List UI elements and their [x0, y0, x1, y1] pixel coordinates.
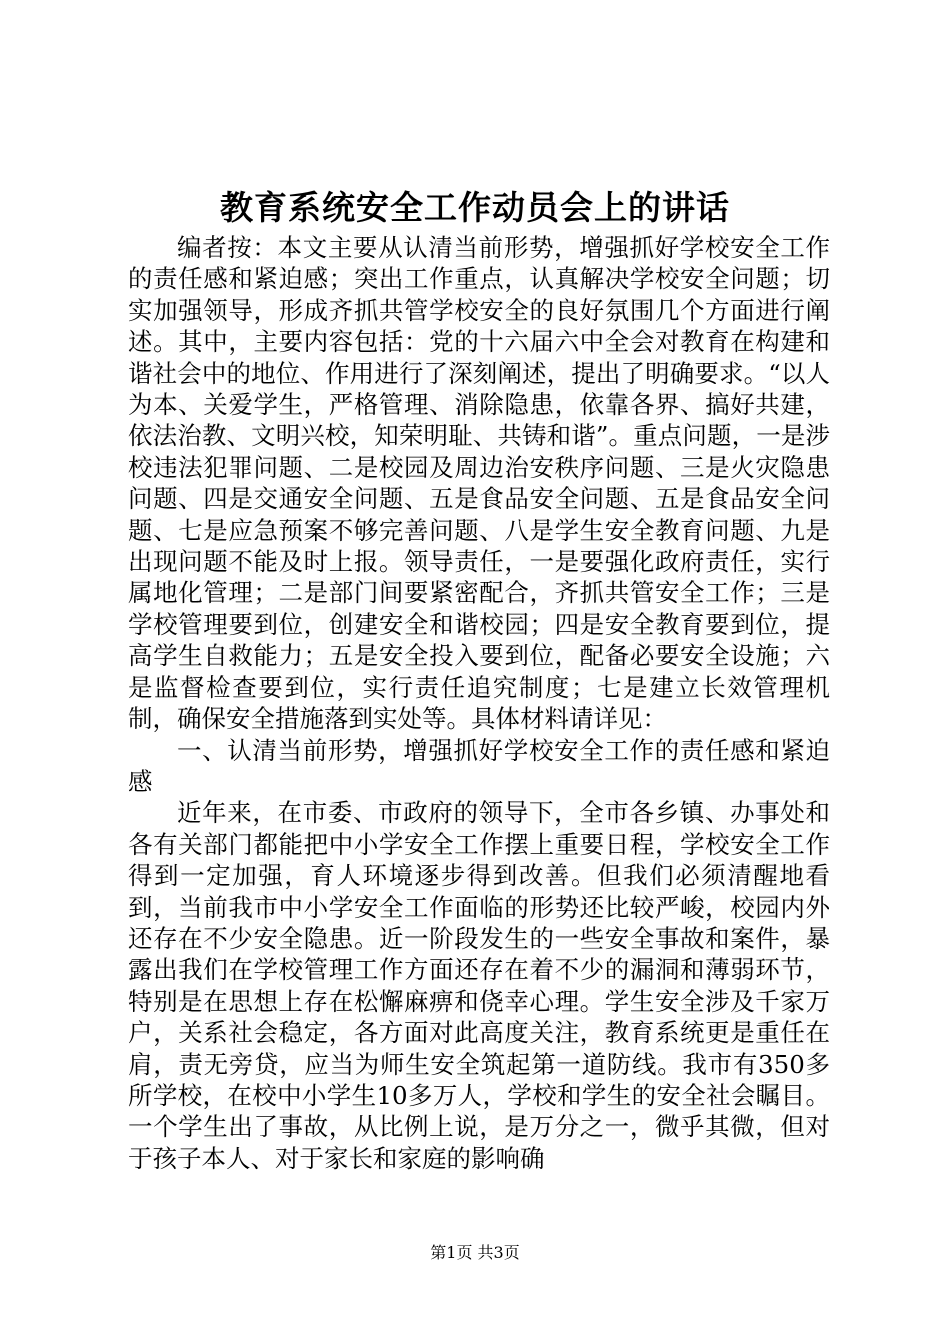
document-body [128, 232, 830, 1174]
paragraph-section-heading: 一、认清当前形势，增强抓好学校安全工作的责任感和紧迫感 [128, 735, 830, 796]
document-title: 教育系统安全工作动员会上的讲话 [220, 188, 730, 227]
paragraph-body: 近年来，在市委、市政府的领导下，全市各乡镇、办事处和各有关部门都能把中小学安全工作摆上重要日程，学校安全工作得到一定加强，育人环境逐步得到改善。但我们必须清醒地看到，当前我市中小学安全工作面临的形势还比较严峻，校园内外还存在不少安全隐患。近一阶段发生的一些安全事故和案件，暴露出我们在学校管理工作方面还存在着不少的漏洞和薄弱环节，特别是在思想上存在松懈麻痹和侥幸心理。学生安全涉及千家万户，关系社会稳定，各方面对此高度关注，教育系统更是重任在肩，责无旁贷，应当为师生安全筑起第一道防线。我市有350多所学校，在校中小学生10多万人，学校和学生的安全社会瞩目。一个学生出了事故，从比例上说，是万分之一，微乎其微，但对于孩子本人、对于家长和家庭的影响确 [128, 798, 830, 1173]
page-footer: 第1页 共3页 [430, 1243, 520, 1262]
paragraph-editor-note: 编者按：本文主要从认清当前形势，增强抓好学校安全工作的责任感和紧迫感；突出工作重点，认真解决学校安全问题；切实加强领导，形成齐抓共管学校安全的良好氛围几个方面进行阐述。其中，主要内容包括：党的十六届六中全会对教育在构建和谐社会中的地位、作用进行了深刻阐述，提出了明确要求。“以人为本、关爱学生，严格管理、消除隐患，依靠各界、搞好共建，依法治教、文明兴校，知荣明耻、共铸和谐”。重点问题，一是涉校违法犯罪问题、二是校园及周边治安秩序问题、三是火灾隐患问题、四是交通安全问题、五是食品安全问题、五是食品安全问题、七是应急预案不够完善问题、八是学生安全教育问题、九是出现问题不能及时上报。领导责任，一是要强化政府责任，实行属地化管理；二是部门间要紧密配合，齐抓共管安全工作；三是学校管理要到位，创建安全和谐校园；四是安全教育要到位，提高学生自救能力；五是安全投入要到位，配备必要安全设施；六是监督检查要到位，实行责任追究制度；七是建立长效管理机制，确保安全措施落到实处等。具体材料请详见： [128, 233, 830, 734]
